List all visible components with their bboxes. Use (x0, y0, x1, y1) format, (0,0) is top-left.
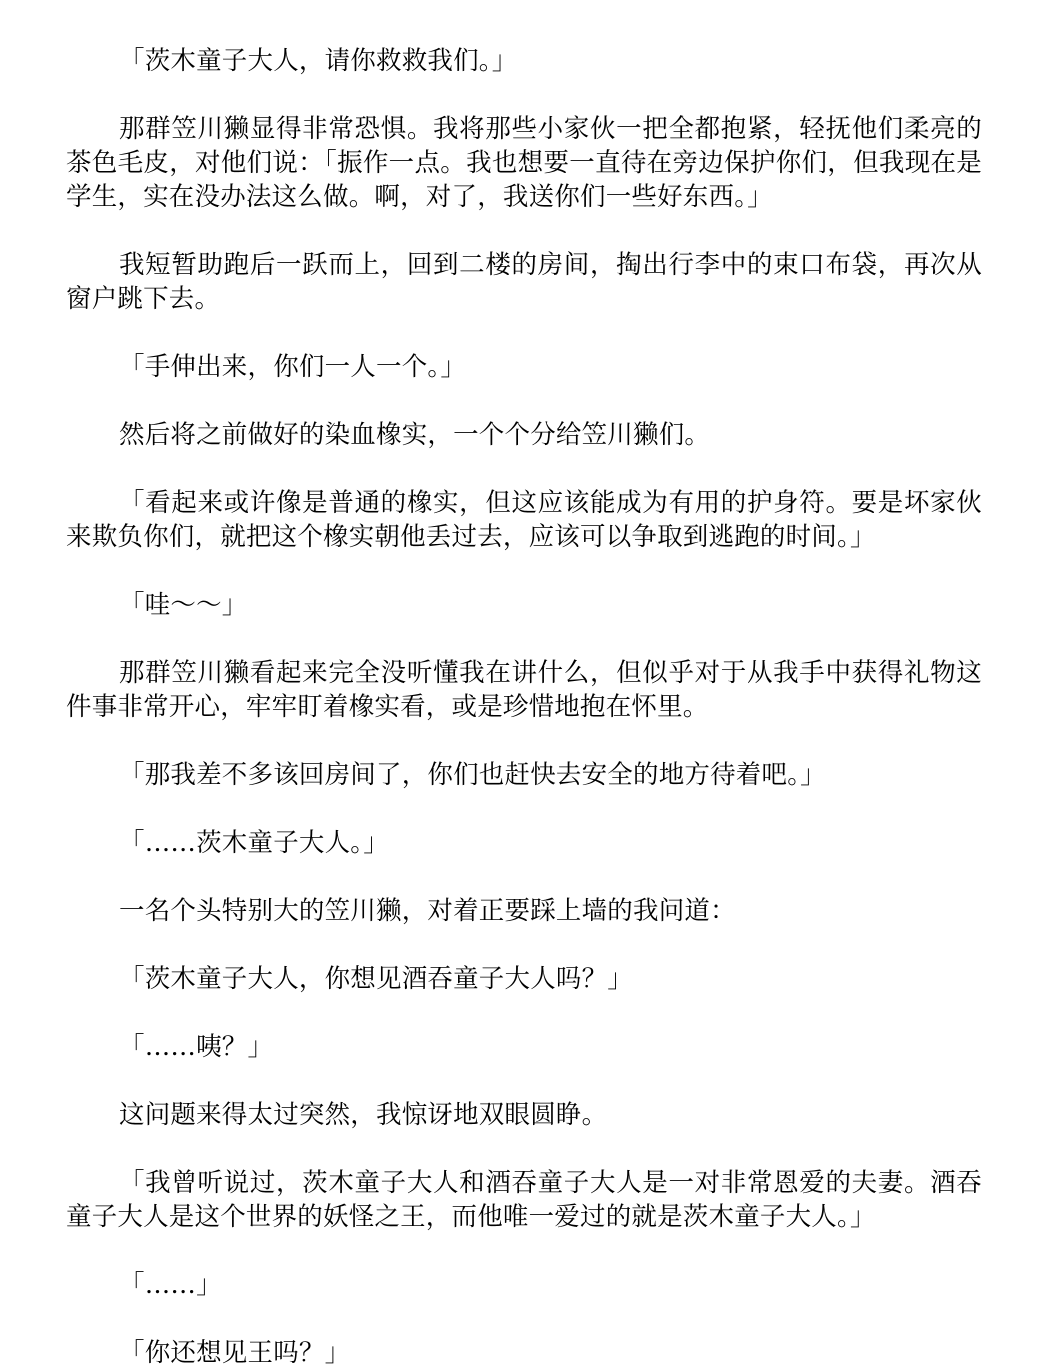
paragraph: 「你还想见王吗？」 (119, 1338, 351, 1368)
paragraph: 「那我差不多该回房间了，你们也赶快去安全的地方待着吧。」 (119, 760, 826, 790)
paragraph: 「我曾听说过，茨木童子大人和酒吞童子大人是一对非常恩爱的夫妻。酒吞童子大人是这个世界的妖怪之王，而他唯一爱过的就是茨木童子大人。」 (66, 1168, 982, 1232)
paragraph: 「茨木童子大人，你想见酒吞童子大人吗？」 (119, 964, 634, 994)
paragraph: 一名个头特别大的笠川獭，对着正要踩上墙的我问道： (119, 896, 736, 926)
paragraph: 那群笠川獭显得非常恐惧。我将那些小家伙一把全都抱紧，轻抚他们柔亮的茶色毛皮，对他们说：「振作一点。我也想要一直待在旁边保护你们，但我现在是学生，实在没办法这么做。啊，对了，我送你们一些好东西。」 (66, 114, 982, 212)
paragraph: 「茨木童子大人，请你救救我们。」 (119, 46, 518, 76)
paragraph: 这问题来得太过突然，我惊讶地双眼圆睁。 (119, 1100, 608, 1130)
page-body (66, 44, 982, 1370)
paragraph: 「哇～～」 (119, 590, 248, 620)
paragraph: 然后将之前做好的染血橡实，一个个分给笠川獭们。 (119, 420, 711, 450)
paragraph: 「手伸出来，你们一人一个。」 (119, 352, 467, 382)
paragraph: 那群笠川獭看起来完全没听懂我在讲什么，但似乎对于从我手中获得礼物这件事非常开心，牢牢盯着橡实看，或是珍惜地抱在怀里。 (66, 658, 982, 722)
paragraph: 「……咦？」 (119, 1032, 274, 1062)
paragraph: 「……茨木童子大人。」 (119, 828, 389, 858)
paragraph: 「……」 (119, 1270, 222, 1300)
paragraph: 我短暂助跑后一跃而上，回到二楼的房间，掏出行李中的束口布袋，再次从窗户跳下去。 (66, 250, 982, 314)
paragraph: 「看起来或许像是普通的橡实，但这应该能成为有用的护身符。要是坏家伙来欺负你们，就把这个橡实朝他丢过去，应该可以争取到逃跑的时间。」 (66, 488, 982, 552)
